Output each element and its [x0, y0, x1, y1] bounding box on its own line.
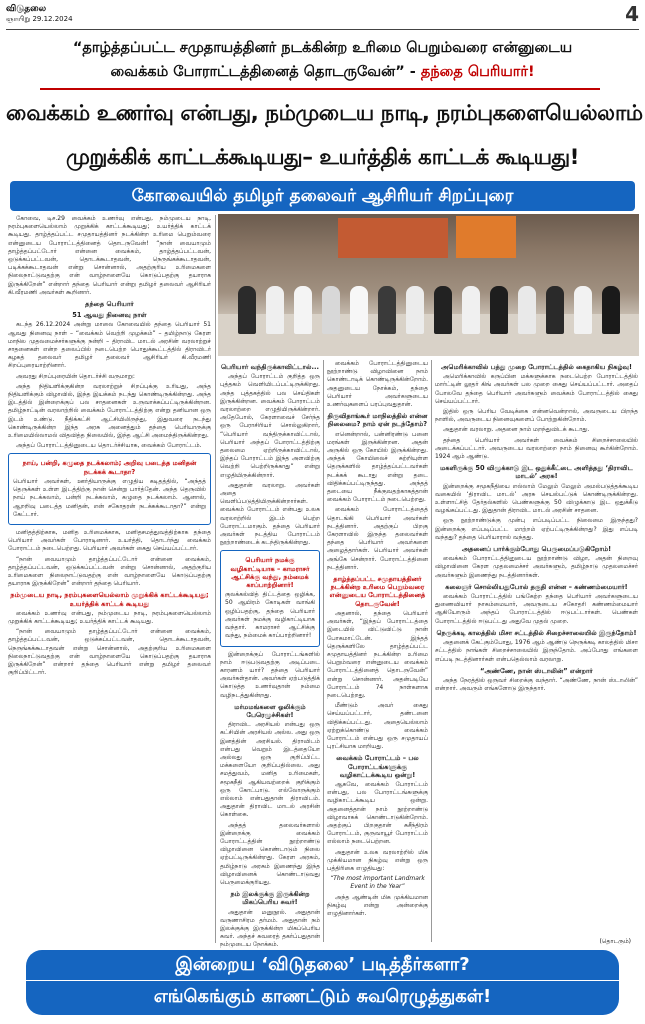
promo-line-2: எங்கெங்கும் காணட்டும் சுவரெழுத்துகள்! [26, 981, 619, 1015]
person-figure [546, 286, 564, 334]
paragraph: மனிதத்திற்காக, மனித உரிமைக்காக, மனிதசமத்துவத்திற்காக தந்தை பெரியார் அவர்கள் போராடினார். உயர்த்தி, தொடர்ந்து வைக்கம் போராட்டம் நடைபெற்றது. பெரியார் அவர்கள் கைது செய்யப்பட்டார். [8, 528, 211, 553]
paragraph: “நான் வையாமும் தாழ்த்தப்பட்டோர் என்னை வைக்கம், தாழ்த்தப்பட்டவன், ஒடுக்கப்பட்டவன் என்று சொன்னால், அதற்குரிய உரிமைகளை நிலைநாட்டுவதற்கு என் வாழ்நாளையே கொடுப்பதற்கு தயாராக இருக்கிறேன்” என்றார் தந்தை பெரியார். [8, 555, 211, 588]
subhead-kannammal: கலைஞர் சொல்லியதுபோல் தகுதி என்ன – கண்ணம்மையார்! [445, 582, 628, 591]
issue-date: ஞாயிறு 29.12.2024 [6, 15, 73, 23]
person-figure [238, 286, 256, 334]
column-divider [215, 215, 216, 943]
column-divider [323, 360, 324, 942]
box-body: குலக்கல்வித் திட்டத்தை ஒழிக்க, 50 ஆயிரம் கோடிகள் வாங்கி ஒழிப்பதற்கு, தந்தை பெரியார் அவர்கள் நமக்கு வழிகாட்டியாக வந்தார். காமராசர் ஆட்சிக்கு வந்து, நம்மைக் காப்பாற்றினார்! [225, 591, 315, 640]
paragraph: வைக்கம் போராட்டத்தினுடைய நூற்றாண்டு விழா, அதன் நிறைவு விழாவினை கேரள முதலமைச்சர் அவர்களும், தமிழ்நாடு முதலமைச்சர் அவர்களும் இணைந்து நடத்தினார்கள். [435, 555, 638, 579]
paragraph: அதனைக் கேட்கும்போது, 1976 ஆம் ஆண்டு நெருக்கடி காலத்தில் மிசா சட்டத்தில் நாங்கள் சிறைச்சாலையில் இருந்தோம். அப்போது எங்களை எப்படி நடத்தினார்கள் என்பதெல்லாம் வரலாறு. [435, 639, 638, 663]
paragraph: எனென்றால், பன்னிரண்டு பனை மரங்கள் இருக்கின்றன. அதன் அருகில் ஒரு கோயில் இருக்கின்றது. அந்தக் கோயிலைச் சுற்றியுள்ள தெருக்களில் தாழ்த்தப்பட்டவர்கள் நடக்கக் கூடாது என்று தடை விதிக்கப்பட்டிருந்தது. அந்தத் தடையை நீக்குவதற்காகத்தான் வைக்கம் போராட்டம் நடைபெற்றது. [327, 430, 428, 504]
column-2 [220, 360, 320, 949]
person-figure [378, 286, 396, 334]
paragraph: கடந்த 26.12.2024 அன்று மாலை கோவையில் தந்தை பெரியார் 51 ஆவது நினைவு நாள் – “வைக்கம் வெற்றி முழக்கம்” – தமிழ்நாடு கேரள மாநில முதலமைச்சர்களுக்கு நன்றி – திராவிட மாடல் அரசின் வரலாற்றுச் சாதனைகள் என்ற தலைப்பில் நடைபெற்ற பொதுக்கூட்டத்தில் திராவிடர் கழகத் தலைவர் தமிழர் தலைவர் ஆசிரியர் கி.வீரமணி சிறப்புரையாற்றினார். [8, 321, 211, 370]
column-divider [431, 360, 432, 942]
person-figure [462, 286, 480, 334]
paragraph: ஆகவே, வைக்கம் போராட்டம் என்பது, பல போராட்டங்களுக்கு வழிகாட்டக்கூடிய ஒன்று. அதனைத்தான் நாம் நூற்றாண்டு விழாவாகக் கொண்டாடுகின்றோம். அதற்குப் பிறகுதான் சுசீந்திரம் போராட்டம், குருவாயூர் போராட்டம் எல்லாம் நடைபெற்றன. [327, 780, 428, 846]
paragraph: மீண்டும் அவர் கைது செய்யப்பட்டார், தண்டனை விதிக்கப்பட்டது. அதையெல்லாம் ஏற்றுக்கொண்டு வைக்கம் போராட்டம் என்பது ஒரு சமுதாயப் புரட்சியாக மாறியது. [327, 702, 428, 751]
box-title: நாய், பன்றி, கழுதை நடக்கலாம்; அறிவு படைத்த மனிதன் நடக்கக் கூடாதா? [22, 459, 197, 476]
newspaper-name: விடுதலை [6, 4, 47, 14]
subhead-stalin: “அண்ணே, நான் ஸ்டாலின்” என்றார் [480, 666, 593, 675]
paragraph: அந்த ஆண்டின் மிக முக்கியமான நிகழ்வு என்று அன்றைக்கு எழுதினார்கள். [327, 893, 428, 917]
person-figure [322, 286, 340, 334]
paragraph: இன்றைக்கு சமூகநீதியை எல்லாம் மேலும் மேலும் அமல்படுத்தக்கூடிய வகையில் ‘திராவிட மாடல்’ அரசு செயல்பட்டுக் கொண்டிருக்கின்றது. உள்ளாட்சித் தேர்தல்களில் பெண்களுக்கு 50 விழுக்காடு இட ஒதுக்கீடு வழங்கப்பட்டது. இதுதான் திராவிட மாடல் அரசின் சாதனை. [435, 482, 638, 515]
paragraph: இதில் ஒரு பெரிய வேடிக்கை என்னவென்றால், அவருடைய பிறந்த நாளில், அவருடைய நினைவுகளைப் போற்றுகின்றோம். [435, 408, 638, 424]
paragraph: அவரது சிறப்புரையின் தொடர்ச்சி வருமாறு: [16, 372, 135, 380]
intro-paragraph: கோவை, டிச.29 வைக்கம் உணர்வு என்பது, நம்முடைய நாடி, நரம்புகளையெல்லாம் முறுக்கிக் காட்டக்கூடியது; உயர்த்திக் காட்டக் கூடியது. தாழ்த்தப்பட்ட சமுதாயத்தினர் நடக்கின்ற உரிமை பெறும்வரை என்னுடைய போராட்டத்தினைத் தொடருவேன்! “நான் வையாமும் தாழ்த்தப்பட்டோர் என்னை வைக்கம், தாழ்த்தப்பட்டவன், ஒடுக்கப்பட்டவன், தொடக்கூடாதவன், நெருங்கக்கூடாதவன், படிக்கக்கூடாதவன் என்று சொன்னால், அதற்குரிய உரிமைகளை நிலைநாட்டுவதற்கு என் வாழ்நாளையே கொடுப்பதற்கு தயாராக இருக்கிறேன்” என்றார் தந்தை பெரியார் என்று தமிழர் தலைவர் ஆசிரியர் கி.வீரமணி அவர்கள் கூறினார். [8, 215, 211, 296]
promo-line-1: இன்றைய ‘விடுதலை’ படித்தீர்களா? [26, 950, 619, 980]
column-3 [327, 360, 428, 942]
subhead-periyar: தந்தை பெரியார் [85, 300, 134, 309]
english-quote: “The most important Landmark Event in the Year” [330, 875, 425, 891]
subhead-travancore: திருவிதாங்கூர் மாநிலத்தில் என்ன நிலைமை? நாம் ஏன் நடந்தோம்? [327, 412, 428, 429]
paragraph: “நான் வையாமும் தாழ்த்தப்பட்டோர் என்னை வைக்கம், தாழ்த்தப்பட்டவன், ஒடுக்கப்பட்டவன், தொடக்கூடாதவன், நெருங்கக்கூடாதவன் என்று சொன்னால், அதற்குரிய உரிமைகளை நிலைநாட்டுவதற்கு என் வாழ்நாளையே கொடுப்பதற்கு தயாராக இருக்கிறேன்” என்றார் தந்தை பெரியார் என்று தமிழர் தலைவர் குறிப்பிட்டார். [8, 628, 211, 677]
headline-line-1: வைக்கம் உணர்வு என்பது, நம்முடைய நாடி, நரம்புகளையெல்லாம் [6, 101, 643, 126]
page-number: 4 [625, 2, 639, 26]
subhead-uprisings: மர்மமங்களை ஓலிக்கும் பேரெழுச்சிகள்! [234, 702, 306, 719]
paragraph: அந்த நிதியளிக்குகின்ற வரலாற்றுச் சிறப்புக்கு உரியது, அந்த நிதியளிக்கும் விழாவில், இந்த இயக்கம் நடந்து கொண்டிருக்கின்றது. அந்த இடத்தில் இன்றைக்குப் பல சாதனைகள் உருவாக்கப்பட்டிருக்கின்றன. தமிழ்நாட்டின் வரலாற்றில் வைக்கம் போராட்டத்திற்கு என்று தனியான ஒரு இடம் உண்டு. நீதிக்கட்சி ஆட்சியிலிருந்து, இதுவரை நடந்து கொண்டிருக்கின்ற இந்த அரசு அனைத்தும் தந்தை பெரியாருக்கு உரிமையில்லாமல் விதவித்த நிலையில், இந்த ஆட்சி அமைந்திருக்கின்றது. [8, 382, 211, 440]
paragraph: அந்தத் தலைவர்களால் இன்றைக்கு வைக்கம் போராட்டத்தின் நூற்றாண்டு விழாவினை கொண்டாடும் நிலை ஏற்பட்டிருக்கின்றது. கேரள அரசும், தமிழ்நாடு அரசும் இணைந்து இந்த விழாவினைக் கொண்டாடுவது பெருமைக்குரியது. [220, 821, 320, 886]
paragraph: வைக்கம் போராட்டத்தினுடைய நூற்றாண்டு விழாவினை நாம் கொண்டாடிக் கொண்டிருக்கின்றோம். அதனுடைய நோக்கம், தந்தை பெரியார் அவர்களுடைய உணர்வுகளைப் பரப்புவதுதான். [327, 360, 428, 409]
paragraph: அந்தப் போராட்டத்தினுடைய தொடர்ச்சியாக, வைக்கம் போராட்டம். [16, 442, 202, 450]
stage-poster [338, 218, 448, 258]
page-header [6, 4, 639, 28]
quote-underline [40, 88, 600, 90]
quote-attribution: தந்தை பெரியார்! [420, 64, 535, 80]
box-title: பெரியார் நமக்கு வழிகாட்டியாக – காமராசர் ஆட்சிக்கு வந்து, நம்மைக் காப்பாற்றினார்! [230, 556, 310, 590]
continued-label: (தொடரும்) [599, 938, 631, 945]
person-figure [350, 286, 368, 334]
boxed-callout [220, 550, 320, 646]
box-body: பெரியார் அவர்கள், ஊர்தியாருக்கு எழுதிய கடிதத்தில், “அந்தத் தெருக்கள் உள்ள இடத்திற்கு நான் சென்று பார்த்தேன். அந்த தெருவில் நாய் நடக்கலாம், பன்றி நடக்கலாம், கழுதை நடக்கலாம். ஆனால், ஆறறிவு படைத்த மனிதன், என் சகோதரன் நடக்கக்கூடாதா?” என்று கேட்டார். [13, 477, 206, 518]
stage-poster-portrait [456, 216, 516, 258]
paragraph: அதுதான் உலக வரலாற்றில் மிக முக்கியமான நிகழ்வு என்று ஒரு பத்திரிகை எழுதியது: [327, 848, 428, 872]
person-figure [266, 286, 284, 334]
paragraph: அதுதான் வரலாறு. அவர்கள் அதை வெளிப்படுத்தியிருக்கின்றார்கள். வைக்கம் போராட்டம் என்பது உலக வரலாற்றில் இடம் பெற்ற போராட்டமாகும். தந்தை பெரியார் அவர்கள் நடத்திய போராட்டம் நூற்றாண்டைக் கடந்திருக்கின்றது. [220, 481, 320, 547]
paragraph: அந்தப் போராட்டம் குறித்த ஒரு புத்தகம் வெளியிடப்பட்டிருக்கிறது. அந்த புத்தகத்தில் பல செய்திகள் இருக்கின்றன. வைக்கம் போராட்டம் வரலாற்றை எழுதியிருக்கின்றார். அதேபோல், கேரளாவைச் சேர்ந்த ஒரு பேராசிரியர் சொல்லுகிறார், “பெரியார் வந்திருக்காவிட்டால், பெரியார் அந்தப் போராட்டத்திற்கு தலைமை ஏற்றிருக்காவிட்டால், இந்தப் போராட்டம் இந்த அளவிற்கு வெற்றி பெற்றிருக்காது” என்று எழுதியிருக்கின்றார். [220, 373, 320, 479]
subhead-nerves: நம்முடைய நாடி, நரம்புகளையெல்லாம் முறுக்கிக் காட்டக்கூடியது; உயர்த்திக் காட்டக் கூடியது [10, 591, 209, 608]
paragraph: அந்த நேரத்தில் ஒருவர் சிறைக்கு வந்தார். “அண்ணே, நான் ஸ்டாலின்” என்றார். அவரும் எங்களோடு இருந்தார். [435, 676, 638, 693]
paragraph: வைக்கம் உணர்வு என்பது, நம்முடைய நாடி, நரம்புகளையெல்லாம் முறுக்கிக் காட்டக்கூடியது; உயர்த்திக் காட்டக் கூடியது. [8, 609, 211, 625]
subhead-women-reservation: மகளிருக்கு 50 விழுக்காடு இட ஒதுக்கீட்டை அளித்தது ‘திராவிட மாடல்’ அரசு! [440, 464, 633, 481]
headline-line-2: முறுக்கிக் காட்டக்கூடியது– உயர்த்திக் காட்டக் கூடியது! [66, 145, 579, 170]
subhead-guide: வைக்கம் போராட்டம் – பல போராட்டங்களுக்கு வழிகாட்டக்கூடிய ஒன்று! [336, 754, 419, 779]
subhead-if-periyar-not: பெரியார் வந்திருக்காவிட்டால்... [221, 363, 319, 371]
section-banner: கோவையில் தமிழர் தலைவர் ஆசிரியர் சிறப்புரை [10, 181, 635, 211]
person-figure [518, 286, 536, 334]
subhead-continue-struggle: தாழ்த்தப்பட்ட சமுதாயத்தினர் நடக்கின்ற உரிமை பெறும்வரை என்னுடைய போராட்டத்தினைத் தொடருவேன்! [329, 575, 426, 608]
person-figure [490, 286, 508, 334]
paragraph: தந்தை பெரியார் அவர்கள் வைக்கம் சிறைச்சாலையில் அடைக்கப்பட்டார். அவருடைய வரலாற்றை நாம் நினைவு கூர்கின்றோம். 1924 ஆம் ஆண்டு. [435, 436, 638, 461]
paragraph: வைக்கம் போராட்டத்தில் பங்கேற்ற தந்தை பெரியார் அவர்களுடைய துணைவியார் நாகம்மையார், அவருடைய சகோதரி கண்ணம்மையார் ஆகியோரும் அந்தப் போராட்டத்தில் ஈடுபட்டார்கள். பெண்கள் போராட்டத்தில் ஈடுபட்டது அதுவே முதல் முறை. [435, 593, 638, 625]
paragraph: இன்றைக்குப் போராட்டங்களில் நாம் ஈடுபடுவதற்கு அடிப்படை காரணம் யார்? தந்தை பெரியார் அவர்கள்தான். அவர்கள் ஏற்படுத்திக் கொடுத்த உணர்வுதான் நம்மை வழிநடத்துகின்றது. [220, 650, 320, 699]
header-divider [6, 29, 639, 30]
boxed-quote [8, 453, 211, 524]
person-figure [434, 286, 452, 334]
top-quote [12, 36, 633, 90]
column-4 [435, 360, 638, 942]
person-figure [602, 286, 620, 334]
subhead-misa: நெருக்கடி காலத்தில் மிசா சட்டத்தில் சிறைச்சாலையில் இருந்தோம்! [436, 628, 637, 637]
paragraph: அதனால், தந்தை பெரியார் அவர்கள், “இந்தப் போராட்டத்தை இடையில் விட்டுவிட்டு நான் போகமாட்டேன். இந்தத் தெருக்களிலே தாழ்த்தப்பட்ட சமுதாயத்தினர் நடக்கின்ற உரிமை பெறும்வரை என்னுடைய வைக்கம் போராட்டத்தினைத் தொடருவேன்” என்று சொன்னார். அதன்படியே போராட்டம் 74 நாள்களாக நடைபெற்றது. [327, 609, 428, 699]
paragraph: திராவிட அரசியல் என்பது ஒரு கட்சியின் அரசியல் அல்ல. அது ஒரு இனத்தின் அரசியல். திராவிடம் என்பது வெறும் இடத்தையோ அல்லது ஒரு குறிப்பிட்ட மக்களையோ குறிப்பதில்லை. அது சமத்துவம், மனித உரிமைகள், சமூகநீதி ஆகியவற்றைக் குறிக்கும் ஒரு கோட்பாடு. எல்லோருக்கும் எல்லாம் என்பதுதான் திராவிடம். அதுதான் திராவிட மாடல் அரசின் கொள்கை. [220, 721, 320, 819]
person-figure [294, 286, 312, 334]
paragraph: அமெரிக்காவில் கருப்பின மக்களுக்காக நடைபெற்ற போராட்டத்தில் மார்ட்டின் லூதர் கிங் அவர்கள் பல முறை கைது செய்யப்பட்டார். அதைப் போலவே தந்தை பெரியார் அவர்களும் வைக்கம் போராட்டத்தில் கைது செய்யப்பட்டார். [435, 373, 638, 405]
quote-line-1: “தாழ்த்தப்பட்ட சமுதாயத்தினர் நடக்கின்ற உரிமை பெறும்வரை என்னுடைய [72, 40, 573, 56]
paragraph: ஒரு நூற்றாண்டுக்கு முன்பு எப்படிப்பட்ட நிலைமை இருந்தது? இன்றைக்கு எப்படிப்பட்ட மாற்றம் ஏற்பட்டிருக்கின்றது? இது எப்படி வந்தது? தந்தை பெரியாரால் வந்தது. [435, 517, 638, 541]
event-photo [218, 214, 639, 356]
quote-line-2: வைக்கம் போராட்டத்தினைத் தொடருவேன்” - [110, 64, 416, 80]
paragraph: அதுதான் மனுநூல். அதுதான் வருணாசிரம தர்மம். அதுதான் நம் இலக்குக்கு இருக்கின்ற மிகப்பெரிய சுவர். அந்தச் சுவரைத் தகர்ப்பதுதான் நம்முடைய நோக்கம். [220, 908, 320, 949]
subhead-proud: அதனைப் பார்க்கும்போது பெருமைப்படுகிறோம்! [461, 545, 612, 554]
person-figure [406, 286, 424, 334]
paragraph: அதுதான் வரலாறு. அதனை நாம் மறந்துவிடக் கூடாது. [443, 426, 590, 434]
quote-line-2-row [12, 60, 633, 84]
subhead-memorial-day: 51 ஆவது நினைவு நாள் [72, 311, 147, 320]
subhead-america: அமெரிக்காவில் பத்து முறை போராட்டத்தில் கைதாகிய நிகழ்வு! [441, 363, 632, 371]
paragraph: வைக்கம் போராட்டத்தைத் தொடங்கி பெரியார் அவர்கள் நடத்தினார். அதற்குப் பிறகு கேரளாவில் இருந்த தலைவர்கள் தந்தை பெரியார் அவர்களை அழைத்தார்கள். பெரியார் அவர்கள் அங்கே சென்றார். போராட்டத்தினை நடத்தினார். [327, 506, 428, 571]
subhead-wall: நம் இலக்குக்கு இருக்கின்ற மிகப்பெரிய சுவர்! [230, 890, 310, 907]
column-1 [8, 215, 211, 943]
person-figure [574, 286, 592, 334]
